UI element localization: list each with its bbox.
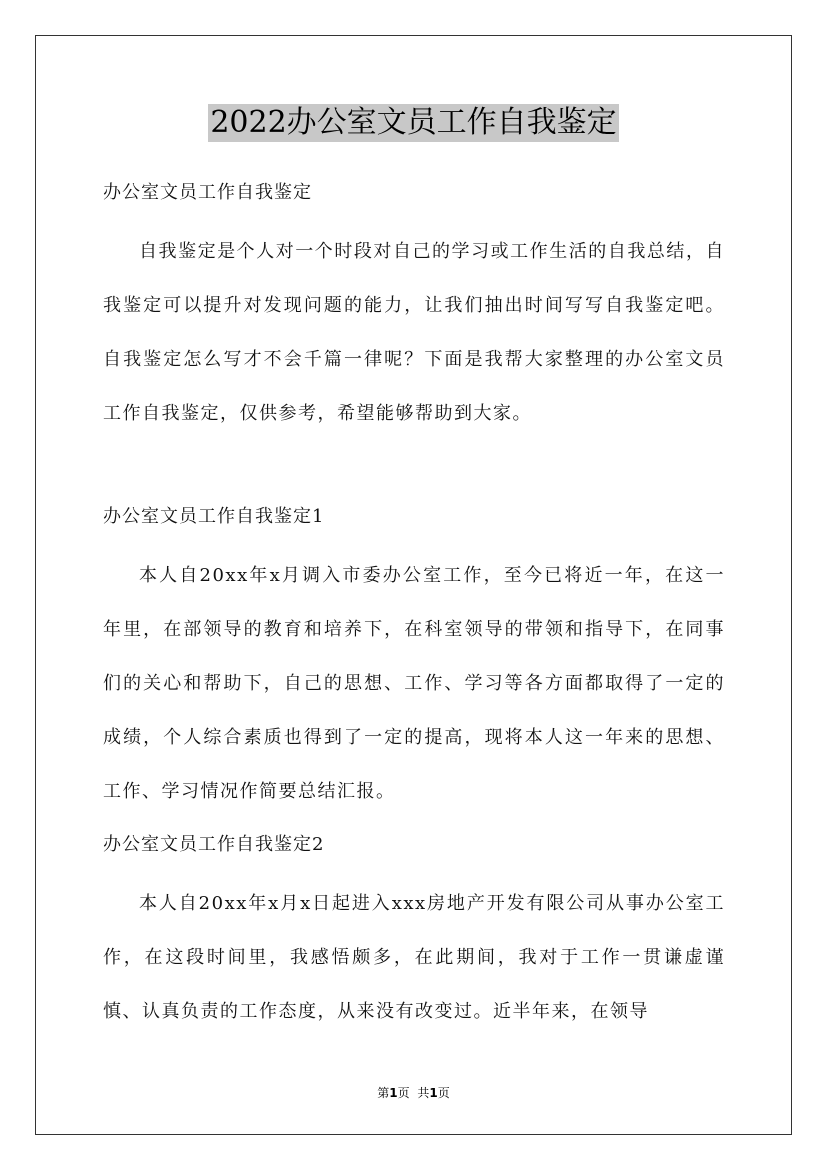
section-heading-intro: 办公室文员工作自我鉴定 <box>103 182 312 203</box>
title-container <box>0 104 827 142</box>
footer-prefix: 第 <box>377 1086 390 1100</box>
section-heading-1: 办公室文员工作自我鉴定1 <box>103 506 325 527</box>
page-footer <box>0 1084 827 1101</box>
spacer <box>103 861 725 877</box>
document-body <box>103 177 725 1039</box>
spacer <box>103 441 725 501</box>
footer-page-number: 1 <box>389 1086 398 1100</box>
footer-total-prefix: 共 <box>417 1086 430 1100</box>
footer-total-suffix: 页 <box>437 1086 450 1100</box>
section-paragraph-intro: 自我鉴定是个人对一个时段对自己的学习或工作生活的自我总结，自我鉴定可以提升对发现问题的能力，让我们抽出时间写写自我鉴定吧。自我鉴定怎么写才不会千篇一律呢？下面是我帮大家整理的办公室文员工作自我鉴定，仅供参考，希望能够帮助到大家。 <box>103 241 725 424</box>
footer-page-suffix: 页 <box>397 1086 410 1100</box>
document-title: 2022办公室文员工作自我鉴定 <box>210 105 617 140</box>
spacer <box>103 533 725 549</box>
section-paragraph-2: 本人自20xx年x月x日起进入xxx房地产开发有限公司从事办公室工作，在这段时间里，我感悟颇多，在此期间，我对于工作一贯谦虚谨慎、认真负责的工作态度，从来没有改变过。近半年来，在领导 <box>103 893 725 1022</box>
section-heading-2: 办公室文员工作自我鉴定2 <box>103 834 325 855</box>
footer-total-pages: 1 <box>429 1086 438 1100</box>
section-paragraph-1: 本人自20xx年x月调入市委办公室工作，至今已将近一年，在这一年里，在部领导的教育和培养下，在科室领导的带领和指导下，在同事们的关心和帮助下，自己的思想、工作、学习等各方面都取得了一定的成绩，个人综合素质也得到了一定的提高，现将本人这一年来的思想、工作、学习情况作简要总结汇报。 <box>103 565 725 802</box>
spacer <box>103 209 725 225</box>
